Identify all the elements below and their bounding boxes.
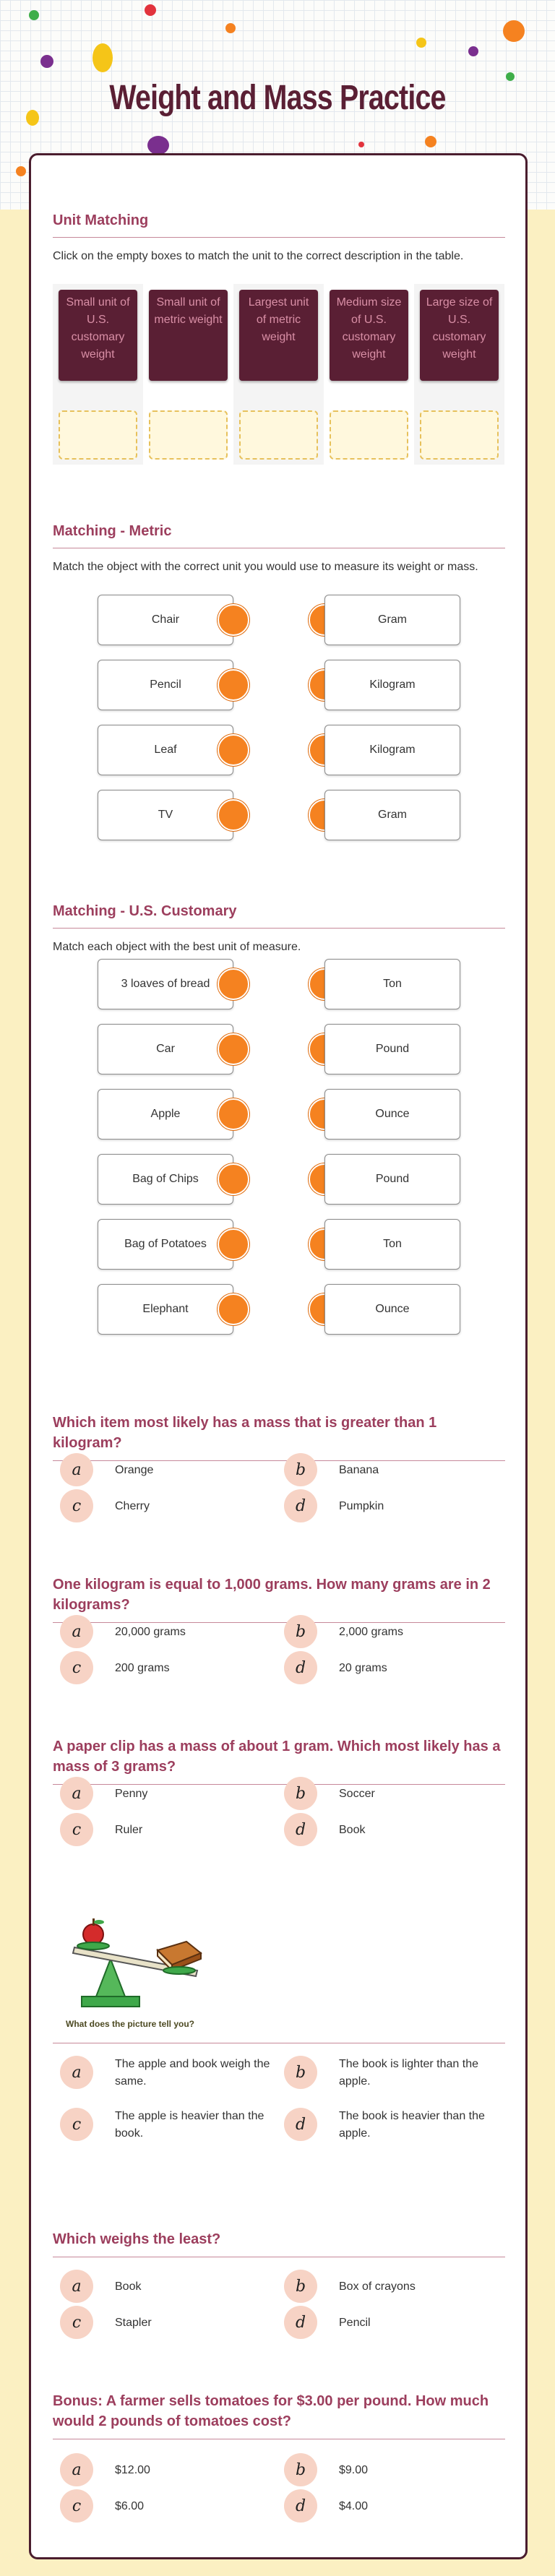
option-letter: d (284, 1489, 317, 1522)
option-d[interactable] (284, 2108, 501, 2142)
match-right-item[interactable]: Ton (324, 959, 460, 1009)
paint-splat-green (506, 72, 515, 81)
match-connector-knob[interactable] (218, 669, 249, 701)
option-c[interactable] (60, 1651, 277, 1684)
question-text: Which weighs the least? (53, 2229, 505, 2257)
seesaw-apple-book-icon (60, 1904, 241, 2027)
drop-target-box[interactable] (420, 410, 499, 460)
match-connector-knob[interactable] (218, 799, 249, 831)
match-left-item[interactable]: Chair (98, 595, 233, 645)
option-text: 20 grams (339, 1662, 387, 1674)
match-connector-knob[interactable] (218, 1163, 249, 1195)
question-text: Bonus: A farmer sells tomatoes for $3.00 per pound. How much would 2 pounds of tomatoes cost? (53, 2391, 505, 2439)
option-text: Banana (339, 1464, 379, 1476)
option-text: 2,000 grams (339, 1626, 403, 1638)
drop-target-box[interactable] (330, 410, 408, 460)
paint-splat-purple (40, 55, 53, 68)
question-4 (53, 1904, 505, 2150)
paint-splat-red (145, 4, 156, 16)
option-text: Penny (115, 1788, 148, 1800)
option-letter: b (284, 2056, 317, 2089)
match-right-item[interactable]: Pound (324, 1024, 460, 1074)
option-d[interactable] (284, 2306, 501, 2339)
paint-splat-purple (468, 46, 478, 56)
match-left-item[interactable]: Car (98, 1024, 233, 1074)
match-connector-knob[interactable] (218, 604, 249, 636)
match-connector-knob[interactable] (218, 968, 249, 1000)
option-letter: a (60, 1615, 93, 1648)
question-1 (53, 1413, 505, 1528)
match-right-item[interactable]: Ounce (324, 1284, 460, 1335)
question-text: A paper clip has a mass of about 1 gram. Which most likely has a mass of 3 grams? (53, 1736, 505, 1785)
match-connector-knob[interactable] (218, 1098, 249, 1130)
match-right-item[interactable]: Ounce (324, 1089, 460, 1140)
option-a[interactable] (60, 1615, 277, 1648)
section-title: Matching - Metric (53, 522, 505, 548)
option-d[interactable] (284, 1813, 501, 1846)
option-c[interactable] (60, 1813, 277, 1846)
option-letter: a (60, 2453, 93, 2486)
option-letter: c (60, 2306, 93, 2339)
option-letter: a (60, 1453, 93, 1486)
option-b[interactable] (284, 1453, 501, 1486)
option-a[interactable] (60, 2056, 277, 2090)
option-d[interactable] (284, 2489, 501, 2523)
paint-splat-yellow (26, 110, 39, 126)
option-text: The book is heavier than the apple. (339, 2110, 485, 2140)
option-letter: d (284, 1813, 317, 1846)
paint-splat-yellow (416, 38, 426, 48)
option-text: Stapler (115, 2317, 152, 2329)
option-text: The apple and book weigh the same. (115, 2058, 270, 2088)
option-text: Cherry (115, 1500, 150, 1512)
unit-matching-table (53, 284, 505, 465)
option-letter: c (60, 2108, 93, 2141)
option-text: Ruler (115, 1824, 143, 1836)
table-column (324, 284, 414, 465)
match-left-item[interactable]: Bag of Potatoes (98, 1219, 233, 1270)
question-text: One kilogram is equal to 1,000 grams. How many grams are in 2 kilograms? (53, 1575, 505, 1623)
option-letter: a (60, 2056, 93, 2089)
match-right-item[interactable]: Gram (324, 595, 460, 645)
option-text: Book (339, 1824, 366, 1836)
unit-description-tile[interactable]: Medium size of U.S. customary weight (330, 290, 408, 381)
paint-splat-orange (16, 166, 26, 176)
option-b[interactable] (284, 2056, 501, 2090)
option-d[interactable] (284, 1489, 501, 1522)
match-left-item[interactable]: Apple (98, 1089, 233, 1140)
page-title: Weight and Mass Practice (109, 79, 446, 117)
matching-pairs (53, 959, 505, 1315)
match-left-item[interactable]: Pencil (98, 660, 233, 710)
unit-description-tile[interactable]: Large size of U.S. customary weight (420, 290, 499, 381)
match-connector-knob[interactable] (218, 1228, 249, 1260)
drop-target-box[interactable] (239, 410, 318, 460)
option-letter: a (60, 1777, 93, 1810)
option-text: The apple is heavier than the book. (115, 2110, 264, 2140)
match-right-item[interactable]: Ton (324, 1219, 460, 1270)
option-letter: b (284, 2270, 317, 2303)
paint-splat-yellow (92, 43, 113, 72)
question-3 (53, 1736, 505, 1852)
option-letter: b (284, 1615, 317, 1648)
option-text: Book (115, 2280, 142, 2293)
option-text: $6.00 (115, 2500, 145, 2512)
option-c[interactable] (60, 2306, 277, 2339)
option-letter: c (60, 2489, 93, 2523)
table-column (53, 284, 143, 465)
match-left-item[interactable]: Elephant (98, 1284, 233, 1335)
option-letter: d (284, 2489, 317, 2523)
option-text: Box of crayons (339, 2280, 416, 2293)
paint-splat-orange (425, 136, 436, 147)
option-text: 20,000 grams (115, 1626, 186, 1638)
option-c[interactable] (60, 1489, 277, 1522)
matching-us-section (53, 903, 505, 1315)
paint-splat-red (358, 142, 364, 147)
table-column (414, 284, 504, 465)
option-text: Pencil (339, 2317, 371, 2329)
match-right-item[interactable]: Kilogram (324, 725, 460, 775)
match-left-item[interactable]: TV (98, 790, 233, 840)
question-2 (53, 1575, 505, 1690)
option-d[interactable] (284, 1651, 501, 1684)
unit-description-tile[interactable]: Small unit of U.S. customary weight (59, 290, 137, 381)
section-title: Matching - U.S. Customary (53, 903, 505, 929)
option-b[interactable] (284, 2453, 501, 2486)
option-letter: c (60, 1651, 93, 1684)
option-letter: b (284, 1453, 317, 1486)
unit-matching-section (53, 212, 505, 479)
option-text: Orange (115, 1464, 154, 1476)
option-text: Pumpkin (339, 1500, 384, 1512)
option-letter: a (60, 2270, 93, 2303)
match-right-item[interactable]: Pound (324, 1154, 460, 1205)
option-letter: c (60, 1813, 93, 1846)
option-text: $9.00 (339, 2464, 369, 2476)
option-a[interactable] (60, 1453, 277, 1486)
paint-splat-orange (503, 20, 525, 42)
option-letter: b (284, 2453, 317, 2486)
matching-pairs (53, 595, 505, 840)
unit-description-tile[interactable]: Small unit of metric weight (149, 290, 228, 381)
drop-target-box[interactable] (149, 410, 228, 460)
option-text: 200 grams (115, 1662, 170, 1674)
matching-metric-section (53, 522, 505, 840)
match-connector-knob[interactable] (218, 734, 249, 766)
worksheet-card (29, 153, 528, 2559)
section-title: Unit Matching (53, 212, 505, 238)
option-letter: d (284, 2108, 317, 2141)
match-right-item[interactable]: Gram (324, 790, 460, 840)
question-5 (53, 2229, 505, 2345)
match-right-item[interactable]: Kilogram (324, 660, 460, 710)
option-a[interactable] (60, 2453, 277, 2486)
section-description: Match the object with the correct unit you would use to measure its weight or mass. (53, 561, 478, 573)
option-text: $4.00 (339, 2500, 369, 2512)
picture-caption: What does the picture tell you? (66, 2019, 195, 2029)
option-text: $12.00 (115, 2464, 150, 2476)
section-description: Match each object with the best unit of measure. (53, 941, 301, 953)
option-a[interactable] (60, 2270, 277, 2303)
option-text: The book is lighter than the apple. (339, 2058, 479, 2088)
section-description: Click on the empty boxes to match the unit to the correct description in the table. (53, 250, 464, 262)
match-left-item[interactable]: Bag of Chips (98, 1154, 233, 1205)
question-6 (53, 2391, 505, 2536)
option-c[interactable] (60, 2489, 277, 2523)
table-column (233, 284, 324, 465)
unit-description-tile[interactable]: Largest unit of metric weight (239, 290, 318, 381)
match-left-item[interactable]: 3 loaves of bread (98, 959, 233, 1009)
option-letter: d (284, 1651, 317, 1684)
option-b[interactable] (284, 2270, 501, 2303)
option-a[interactable] (60, 1777, 277, 1810)
option-c[interactable] (60, 2108, 277, 2142)
table-column (143, 284, 233, 465)
match-connector-knob[interactable] (218, 1033, 249, 1065)
question-text: Which item most likely has a mass that is greater than 1 kilogram? (53, 1413, 505, 1461)
match-left-item[interactable]: Leaf (98, 725, 233, 775)
match-connector-knob[interactable] (218, 1293, 249, 1325)
drop-target-box[interactable] (59, 410, 137, 460)
option-b[interactable] (284, 1615, 501, 1648)
option-b[interactable] (284, 1777, 501, 1810)
option-letter: c (60, 1489, 93, 1522)
paint-splat-purple (147, 136, 169, 155)
paint-splat-orange (225, 23, 236, 33)
option-letter: d (284, 2306, 317, 2339)
paint-splat-green (29, 10, 39, 20)
option-letter: b (284, 1777, 317, 1810)
option-text: Soccer (339, 1788, 375, 1800)
